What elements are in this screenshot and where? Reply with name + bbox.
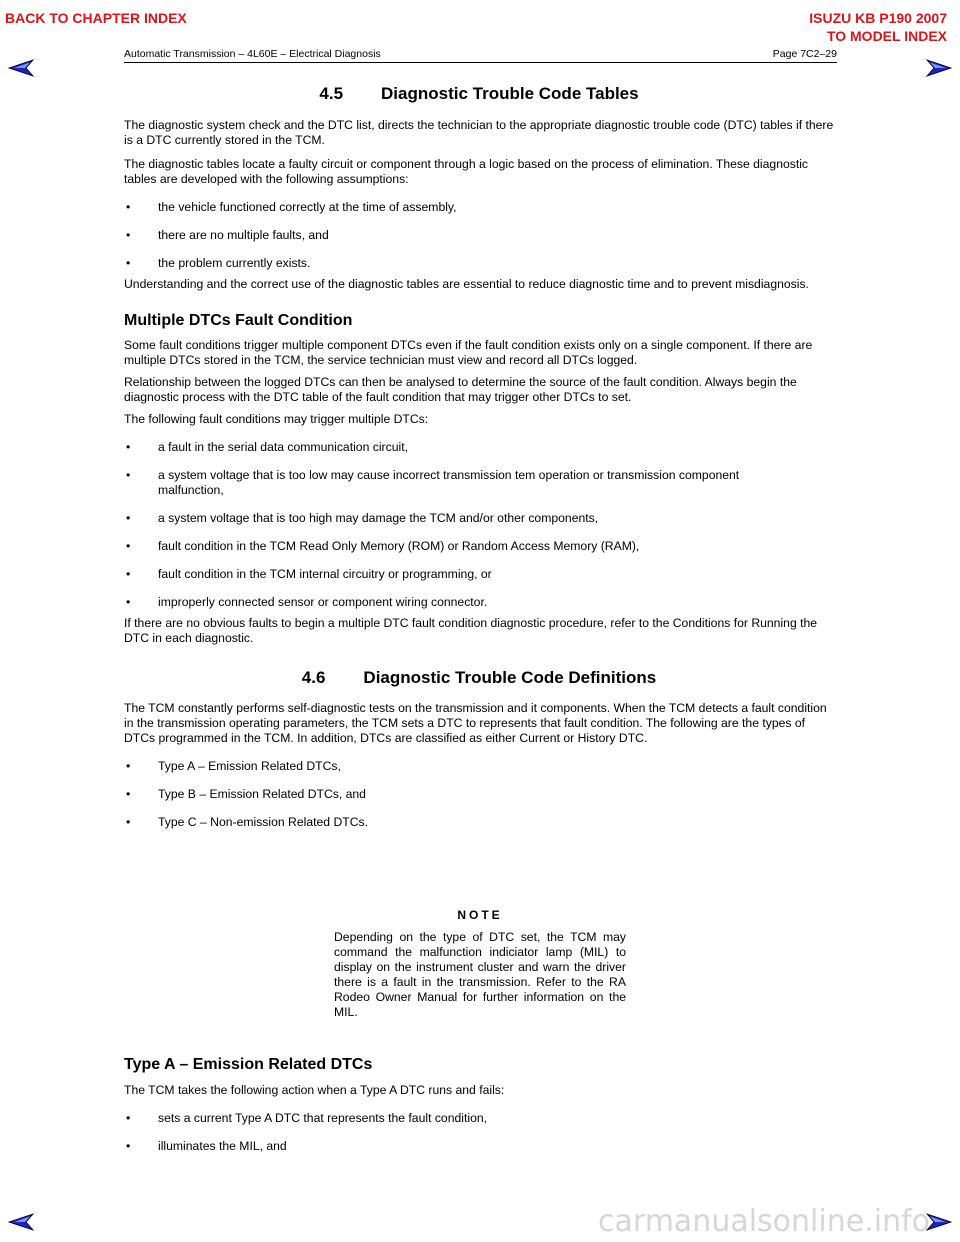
section-number: 4.5 xyxy=(319,84,344,103)
list-item: • a system voltage that is too high may damage the TCM and/or other components, xyxy=(124,511,834,526)
to-model-index-link[interactable]: TO MODEL INDEX xyxy=(826,28,947,44)
list-item: • a fault in the serial data communication circuit, xyxy=(124,440,834,455)
paragraph: Understanding and the correct use of the diagnostic tables are essential to reduce diagnostic time and to prevent misdiagnosis. xyxy=(124,277,809,291)
note-text: Depending on the type of DTC set, the TCM may command the malfunction indiciator lamp (MIL) to display on the instrument cluster and warn the driver there is a fault in the transmission. Refer to the RA Rodeo Owner Manual for further information on the MIL. xyxy=(334,930,626,1019)
header-divider xyxy=(124,62,837,63)
running-header-title: Automatic Transmission – 4L60E – Electrical Diagnosis xyxy=(124,48,381,60)
paragraph: Relationship between the logged DTCs can then be analysed to determine the source of the fault condition. Always begin the diagnostic process with the DTC table of the fault condition that may trigger other DTCs to set. xyxy=(124,375,797,404)
previous-page-arrow-icon[interactable] xyxy=(8,58,34,78)
next-page-arrow-icon[interactable] xyxy=(926,58,952,78)
multiple-dtcs-heading: Multiple DTCs Fault Condition xyxy=(124,312,353,329)
note-box xyxy=(334,908,626,1020)
list-item: • Type B – Emission Related DTCs, and xyxy=(124,787,834,802)
note-title: NOTE xyxy=(457,908,503,922)
section-number: 4.6 xyxy=(301,668,326,687)
back-to-chapter-index-link[interactable]: BACK TO CHAPTER INDEX xyxy=(5,10,187,26)
page-number: Page 7C2–29 xyxy=(772,48,837,60)
paragraph: The diagnostic system check and the DTC list, directs the technician to the appropriate diagnostic trouble code (DTC) tables if there is a DTC currently stored in the TCM. xyxy=(124,118,834,147)
previous-page-arrow-bottom-icon[interactable] xyxy=(8,1212,34,1232)
type-a-actions-list xyxy=(124,1111,834,1154)
section-4-6-heading xyxy=(124,668,834,688)
type-a-section xyxy=(124,1056,834,1154)
section-title: Diagnostic Trouble Code Tables xyxy=(381,84,639,103)
list-item: • a system voltage that is too low may cause incorrect transmission tem operation or transmission component malfunction, xyxy=(124,468,834,498)
list-item: • fault condition in the TCM internal circuitry or programming, or xyxy=(124,567,834,582)
assumptions-list xyxy=(124,200,834,271)
paragraph: If there are no obvious faults to begin a multiple DTC fault condition diagnostic procedure, refer to the Conditions for Running the DTC in each diagnostic. xyxy=(124,616,818,645)
section-title: Diagnostic Trouble Code Definitions xyxy=(363,668,657,687)
section-4-5-heading xyxy=(124,84,834,104)
list-item: • the vehicle functioned correctly at the time of assembly, xyxy=(124,200,834,215)
type-a-heading: Type A – Emission Related DTCs xyxy=(124,1056,373,1073)
fault-conditions-list xyxy=(124,440,834,610)
list-item: • fault condition in the TCM Read Only Memory (ROM) or Random Access Memory (RAM), xyxy=(124,539,834,554)
model-title-link[interactable]: ISUZU KB P190 2007 xyxy=(809,10,947,26)
list-item: • the problem currently exists. xyxy=(124,256,834,271)
list-item: • sets a current Type A DTC that represents the fault condition, xyxy=(124,1111,834,1126)
list-item: • there are no multiple faults, and xyxy=(124,228,834,243)
paragraph: The diagnostic tables locate a faulty circuit or component through a logic based on the process of elimination. These diagnostic tables are developed with the following assumptions: xyxy=(124,157,809,186)
list-item: • illuminates the MIL, and xyxy=(124,1139,834,1154)
list-item: • Type A – Emission Related DTCs, xyxy=(124,759,834,774)
list-item: • improperly connected sensor or component wiring connector. xyxy=(124,595,834,610)
page-content xyxy=(124,84,834,830)
dtc-types-list xyxy=(124,759,834,830)
paragraph: The TCM constantly performs self-diagnostic tests on the transmission and it components. When the TCM detects a fault condition in the transmission operating parameters, the TCM sets a DTC to represents that fault condition. The following are the types of DTCs programmed in the TCM. In addition, DTCs are classified as either Current or History DTC. xyxy=(124,701,827,745)
paragraph: The TCM takes the following action when a Type A DTC runs and fails: xyxy=(124,1083,505,1097)
paragraph: The following fault conditions may trigger multiple DTCs: xyxy=(124,412,429,426)
paragraph: Some fault conditions trigger multiple component DTCs even if the fault condition exists only on a single component. If there are multiple DTCs stored in the TCM, the service technician must view and record all DTCs logged. xyxy=(124,338,813,367)
list-item: • Type C – Non-emission Related DTCs. xyxy=(124,815,834,830)
watermark: carmanualsonline.info xyxy=(598,1204,930,1239)
